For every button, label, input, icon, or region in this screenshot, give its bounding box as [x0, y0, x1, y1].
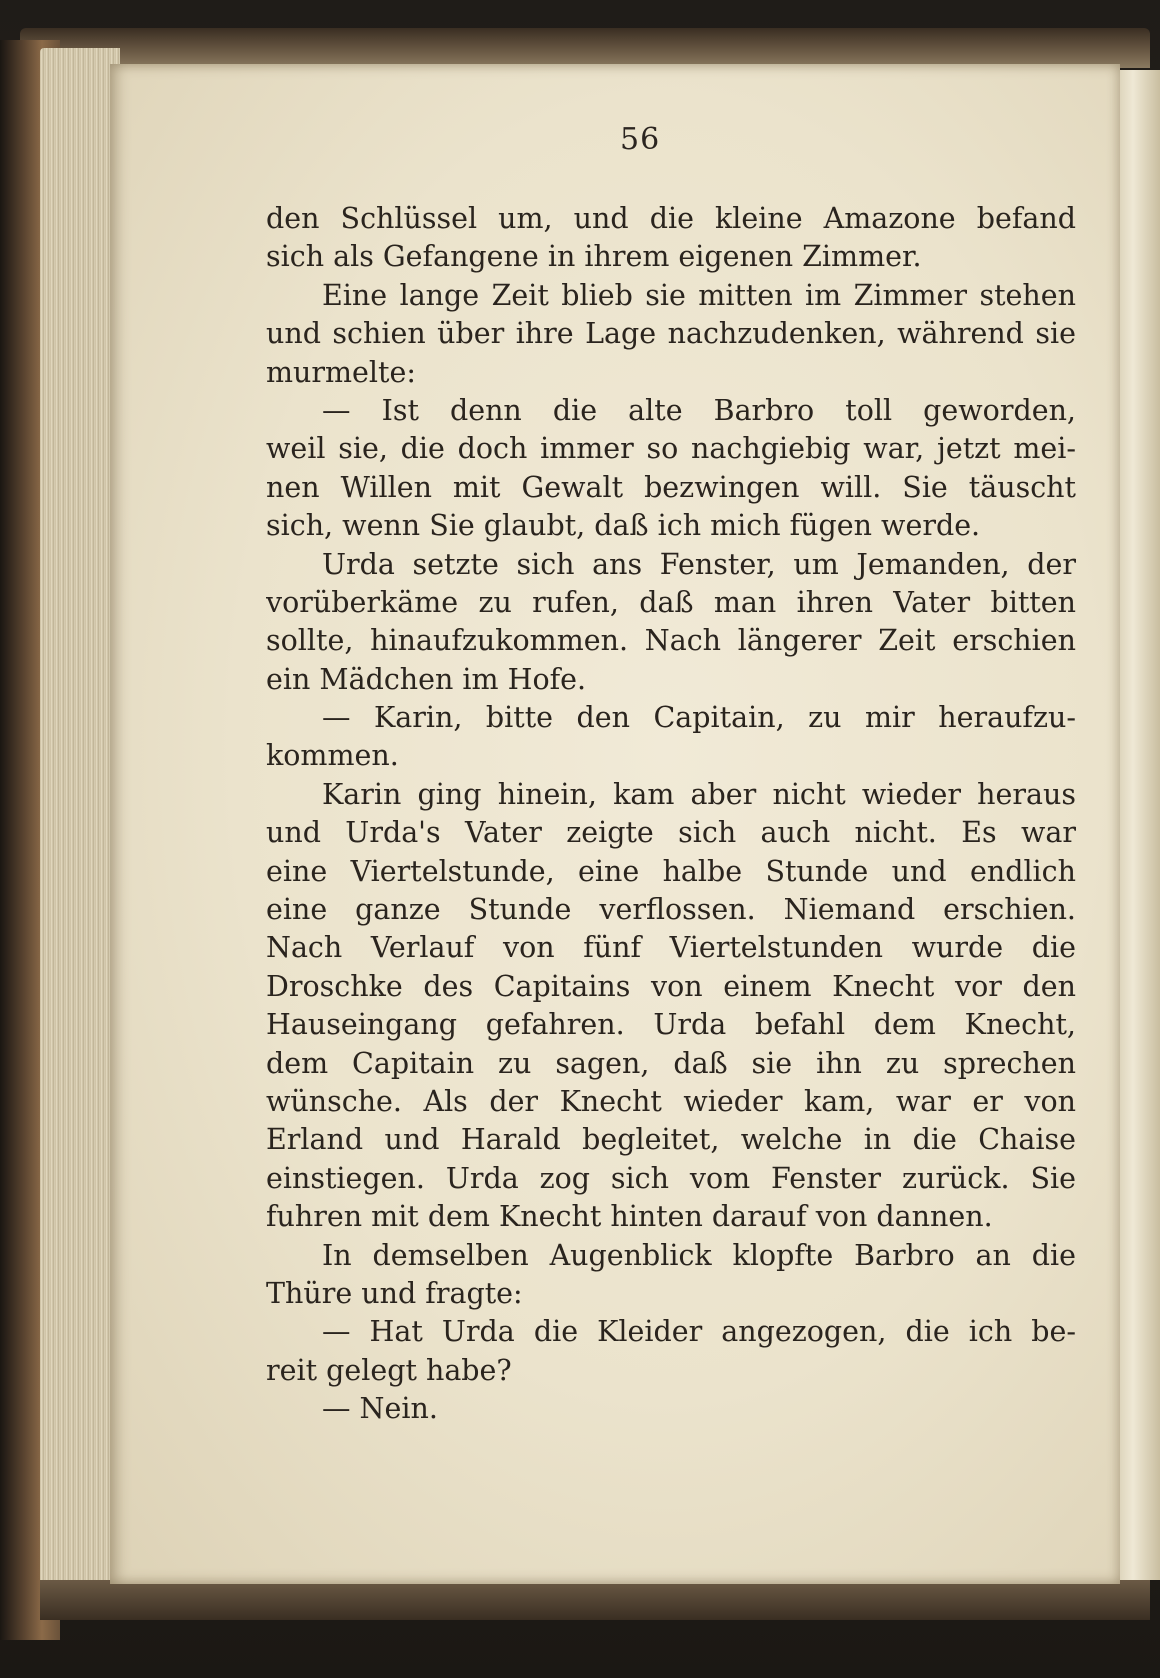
text-line: weil sie, die doch immer so nachgiebig war, jetzt mei-: [266, 432, 1076, 466]
text-line: Eine lange Zeit blieb sie mitten im Zimmer stehen: [322, 278, 1076, 312]
text-line: wünsche. Als der Knecht wieder kam, war er von: [266, 1084, 1076, 1118]
text-line: fuhren mit dem Knecht hinten darauf von dannen.: [266, 1200, 993, 1234]
facing-page-edge: [1115, 70, 1160, 1580]
text-line: reit gelegt habe?: [266, 1353, 512, 1387]
text-line: Nach Verlauf von fünf Viertelstunden wurde die: [266, 931, 1076, 965]
text-line: kommen.: [266, 739, 399, 773]
text-line: und Urda's Vater zeigte sich auch nicht. Es war: [266, 816, 1076, 850]
text-line: vorüberkäme zu rufen, daß man ihren Vater bitten: [266, 585, 1076, 619]
page-stack-edges: [40, 48, 120, 1608]
text-line: einstiegen. Urda zog sich vom Fenster zurück. Sie: [266, 1161, 1076, 1195]
text-line: — Karin, bitte den Capitain, zu mir heraufzu-: [322, 701, 1076, 735]
text-line: — Ist denn die alte Barbro toll geworden,: [322, 393, 1076, 427]
text-line: nen Willen mit Gewalt bezwingen will. Sie täuscht: [266, 470, 1076, 504]
text-line: Thüre und fragte:: [266, 1276, 523, 1310]
text-line: eine Viertelstunde, eine halbe Stunde und endlich: [266, 854, 1076, 888]
text-line: sich, wenn Sie glaubt, daß ich mich fügen werde.: [266, 509, 981, 543]
text-line: Urda setzte sich ans Fenster, um Jemanden, der: [322, 547, 1076, 581]
text-line: — Nein.: [322, 1392, 438, 1426]
text-line: den Schlüssel um, und die kleine Amazone befand: [266, 202, 1076, 235]
text-line: ein Mädchen im Hofe.: [266, 662, 587, 696]
page-text: [266, 200, 1076, 1429]
book-cover-bottom-edge: [40, 1580, 1150, 1620]
text-line: sich als Gefangene in ihrem eigenen Zimmer.: [266, 240, 922, 274]
text-line: murmelte:: [266, 355, 416, 389]
text-line: Droschke des Capitains von einem Knecht vor den: [266, 969, 1076, 1003]
text-line: Erland und Harald begleitet, welche in die Chaise: [266, 1123, 1076, 1157]
page-number: 56: [620, 122, 661, 157]
text-line: Karin ging hinein, kam aber nicht wieder heraus: [322, 777, 1076, 811]
book-cover-top-edge: [20, 28, 1150, 68]
text-line: In demselben Augenblick klopfte Barbro an die: [322, 1238, 1076, 1272]
text-line: und schien über ihre Lage nachzudenken, während sie: [266, 317, 1076, 351]
text-line: eine ganze Stunde verflossen. Niemand erschien.: [266, 893, 1076, 927]
text-line: Hauseingang gefahren. Urda befahl dem Knecht,: [266, 1008, 1076, 1042]
text-line: sollte, hinaufzukommen. Nach längerer Zeit erschien: [266, 624, 1076, 658]
text-line: dem Capitain zu sagen, daß sie ihn zu sprechen: [266, 1046, 1076, 1080]
text-line: — Hat Urda die Kleider angezogen, die ich be-: [322, 1315, 1076, 1349]
